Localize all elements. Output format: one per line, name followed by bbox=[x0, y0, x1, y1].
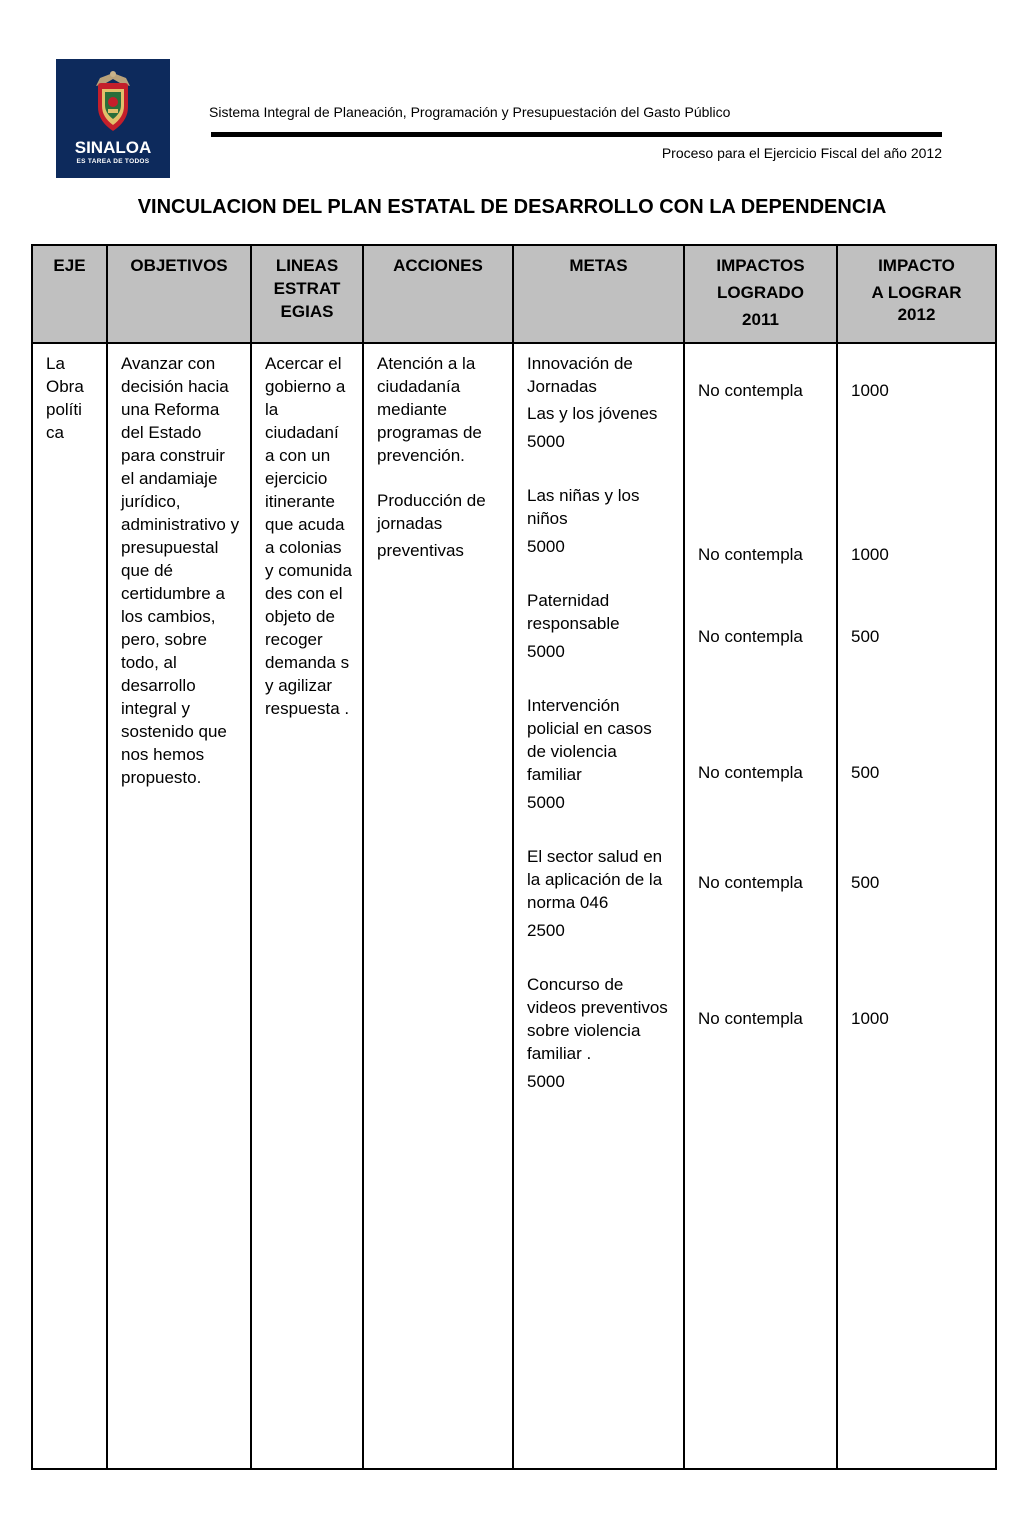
meta-item bbox=[527, 352, 673, 453]
objetivos-text: Avanzar con decisión hacia una Reforma del Estado para construir el andamiaje jurídico, administrativo y presupuestal que dé certidumbre a los cambios, pero, sobre todo, al desarrollo integral y sostenido que nos hemos propuesto. bbox=[121, 354, 240, 787]
header-impactos-line1: IMPACTOS bbox=[716, 256, 805, 275]
cell-impacto-2012 bbox=[837, 343, 996, 1469]
meta-value: 2500 bbox=[527, 921, 565, 940]
meta-text: El sector salud en la aplicación de la norma 046 bbox=[527, 847, 663, 912]
header-objetivos: OBJETIVOS bbox=[107, 245, 251, 343]
header-lineas-estrategias: LINEAS ESTRAT EGIAS bbox=[251, 245, 363, 343]
acciones-block bbox=[364, 344, 512, 562]
impacto-2011-value: No contempla bbox=[698, 1009, 803, 1028]
cell-lineas bbox=[251, 343, 363, 1469]
header-impacto-line2: A LOGRAR bbox=[871, 283, 962, 302]
header-impacto-line3: 2012 bbox=[897, 305, 936, 324]
meta-item bbox=[527, 484, 673, 558]
meta-item bbox=[527, 845, 673, 942]
lineas-text: Acercar el gobierno a la ciudadaní a con un ejercicio itinerante que acuda a colonias y comunida des con el objeto de recoger demanda s y agilizar respuesta . bbox=[265, 354, 352, 718]
meta-text: Concurso de videos preventivos sobre violencia familiar . bbox=[527, 975, 668, 1063]
impacto-2011-value: No contempla bbox=[698, 381, 803, 400]
meta-value: 5000 bbox=[527, 1072, 565, 1091]
process-title: Proceso para el Ejercicio Fiscal del año 2012 bbox=[661, 145, 942, 161]
meta-item bbox=[527, 589, 673, 663]
meta-value: 5000 bbox=[527, 642, 565, 661]
meta-item bbox=[527, 694, 673, 814]
eje-text: La Obra políti ca bbox=[46, 354, 84, 442]
header-eje: EJE bbox=[32, 245, 107, 343]
sinaloa-logo bbox=[56, 59, 170, 178]
impacto-2011-value: No contempla bbox=[698, 873, 803, 892]
header-impacto-lograr bbox=[837, 245, 996, 343]
meta-pre: Innovación de Jornadas bbox=[527, 354, 633, 396]
header-impactos-logrado bbox=[684, 245, 837, 343]
table-row bbox=[32, 343, 996, 1469]
impacto-2012-value: 500 bbox=[851, 627, 880, 646]
header-impacto-line1: IMPACTO bbox=[878, 256, 955, 275]
logo-tagline: ES TAREA DE TODOS bbox=[76, 158, 150, 165]
impacto-2012-value: 1000 bbox=[851, 381, 889, 400]
cell-acciones bbox=[363, 343, 513, 1469]
header-rule bbox=[211, 132, 942, 137]
meta-value: 5000 bbox=[527, 537, 565, 556]
meta-value: 5000 bbox=[527, 432, 565, 451]
page-title: VINCULACION DEL PLAN ESTATAL DE DESARROLLO CON LA DEPENDENCIA bbox=[137, 196, 887, 218]
vinculacion-table bbox=[31, 244, 997, 1470]
impacto-2012-value: 500 bbox=[851, 873, 880, 892]
meta-text: Intervención policial en casos de violencia familiar bbox=[527, 696, 652, 784]
cell-metas bbox=[513, 343, 684, 1469]
impacto-2012-value: 1000 bbox=[851, 1009, 889, 1028]
impacto-2011-value: No contempla bbox=[698, 763, 803, 782]
impacto-2012-value: 1000 bbox=[851, 545, 889, 564]
impacto-2012-value: 500 bbox=[851, 763, 880, 782]
cell-impactos-2011 bbox=[684, 343, 837, 1469]
system-title: Sistema Integral de Planeación, Programación y Presupuestación del Gasto Público bbox=[209, 104, 731, 120]
header-impactos-line2: LOGRADO bbox=[717, 283, 804, 302]
meta-value: 5000 bbox=[527, 793, 565, 812]
meta-item bbox=[527, 973, 673, 1093]
metas-list bbox=[514, 344, 683, 1093]
accion-2a: Producción de jornadas bbox=[377, 491, 486, 533]
header-impactos-line3: 2011 bbox=[742, 310, 779, 329]
logo-name: SINALOA bbox=[74, 138, 152, 157]
header-metas: METAS bbox=[513, 245, 684, 343]
accion-2b: preventivas bbox=[377, 541, 464, 560]
coat-of-arms-icon bbox=[56, 59, 170, 139]
accion-1: Atención a la ciudadanía mediante programas de prevención. bbox=[377, 354, 482, 465]
impacto-2011-value: No contempla bbox=[698, 545, 803, 564]
table-header-row bbox=[32, 245, 996, 343]
cell-eje bbox=[32, 343, 107, 1469]
meta-text: Paternidad responsable bbox=[527, 591, 620, 633]
impacto-2011-value: No contempla bbox=[698, 627, 803, 646]
cell-objetivos bbox=[107, 343, 251, 1469]
meta-text: Las y los jóvenes bbox=[527, 404, 658, 423]
meta-text: Las niñas y los niños bbox=[527, 486, 640, 528]
header-acciones: ACCIONES bbox=[363, 245, 513, 343]
